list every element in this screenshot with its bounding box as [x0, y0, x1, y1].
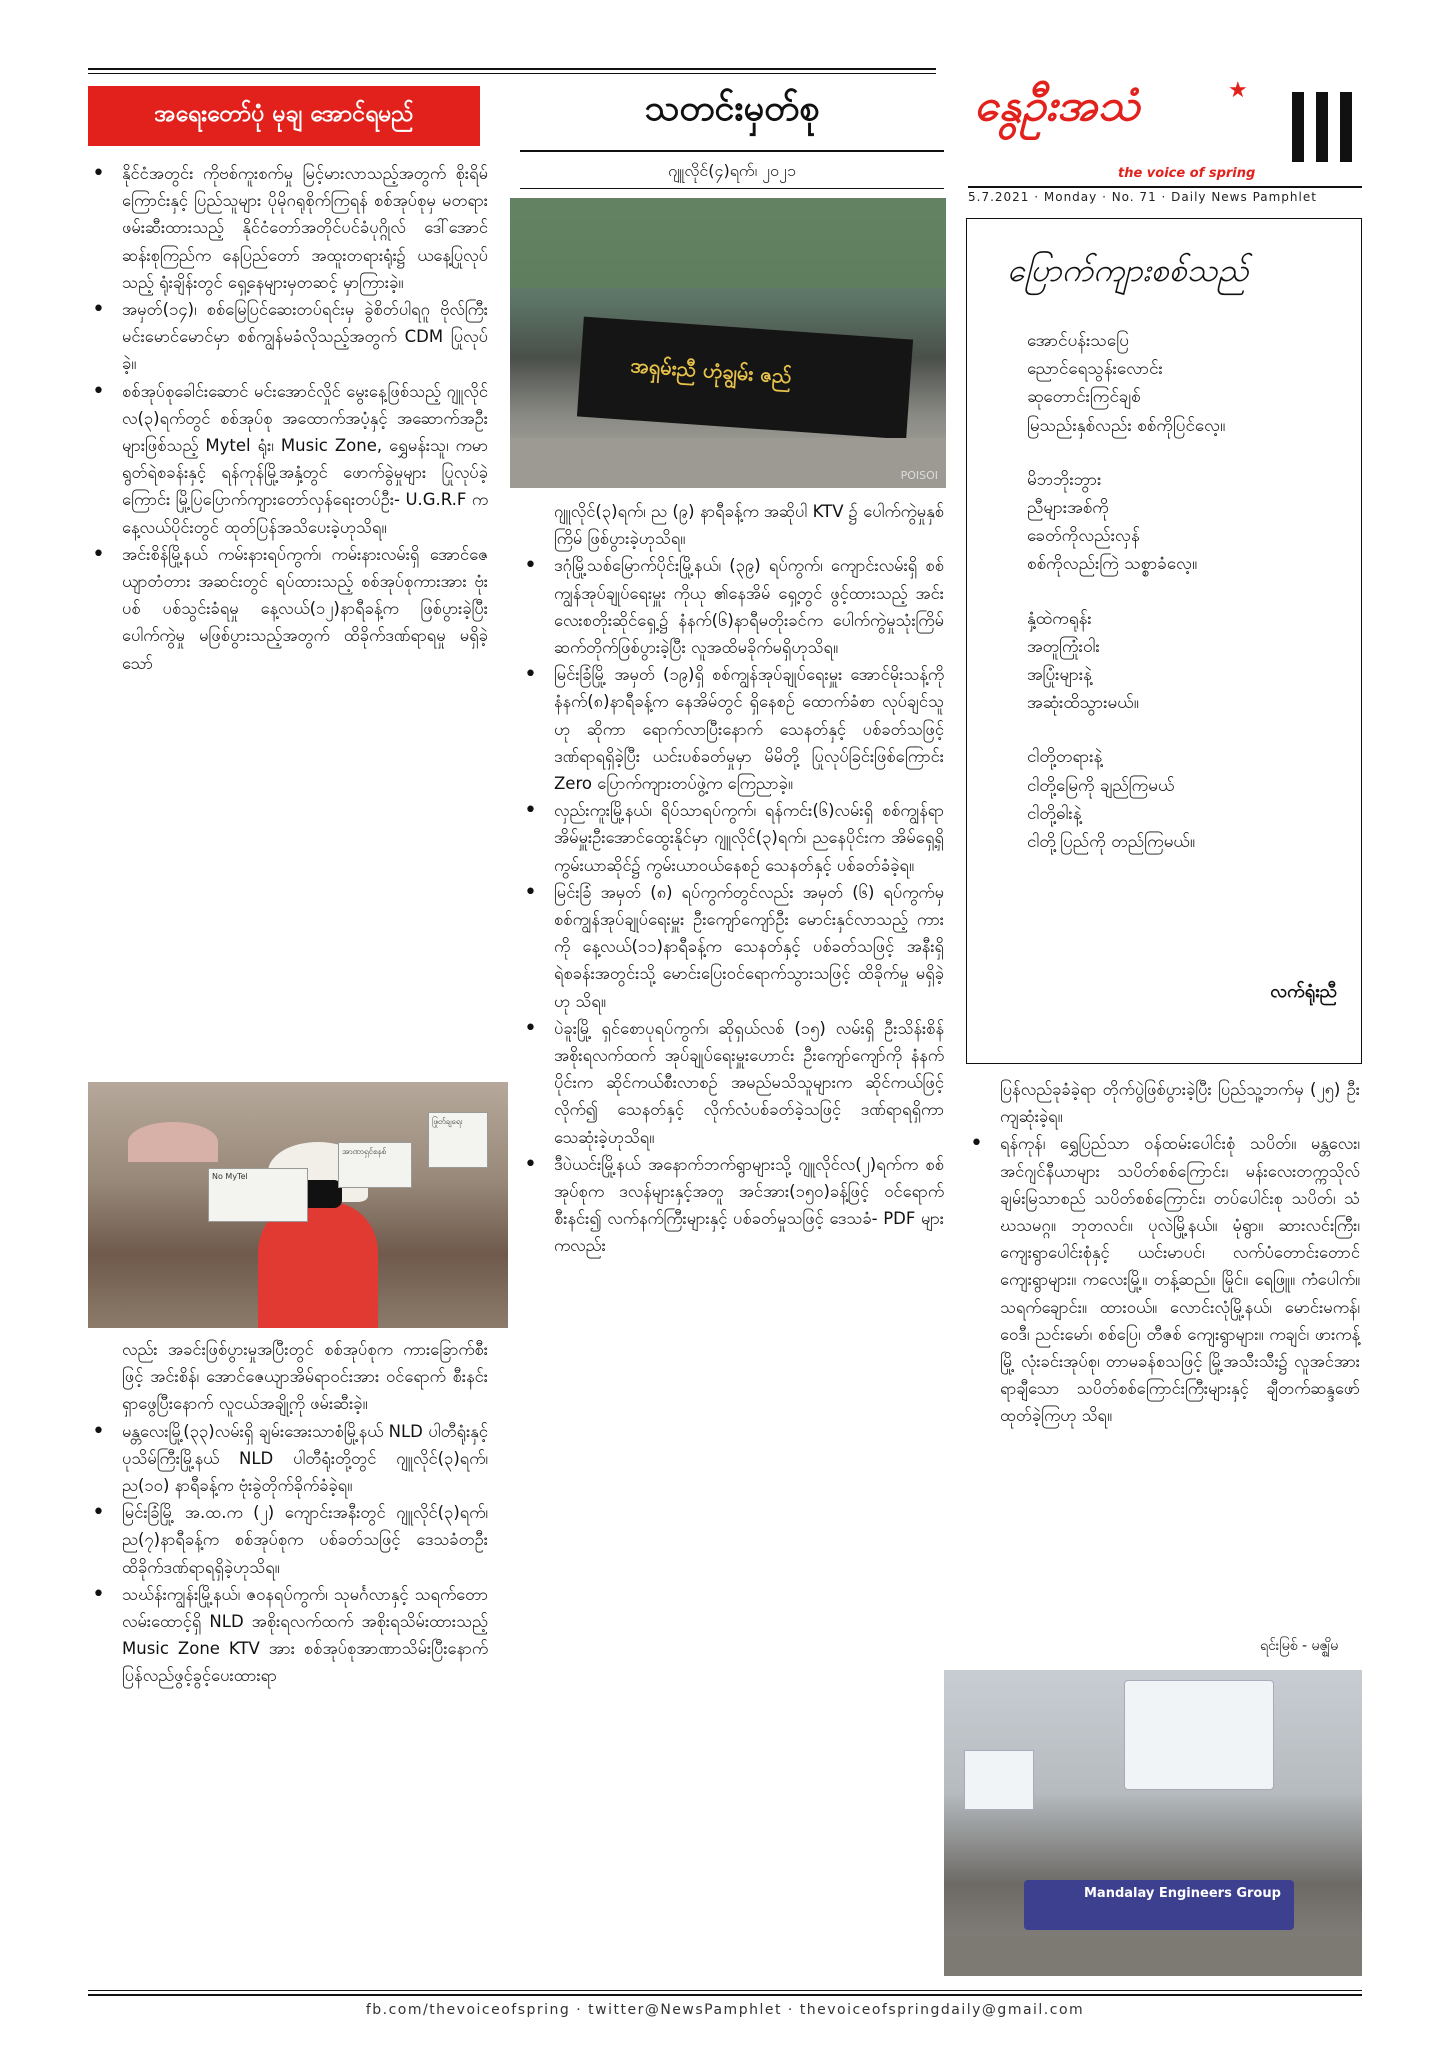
source-credit: ရင်းမြစ် - မဇ္ဈိမ: [1260, 1638, 1339, 1654]
protest-flag: [1124, 1680, 1274, 1790]
news-item: • လှည်းကူးမြို့နယ်၊ ရိပ်သာရပ်ကွက်၊ ရန်ကင်း(၆)လမ်းရှိ စစ်ကျွန်ရာအိမ်မှူးဦးအောင်ထွေးနိုင်မှာ ဂျူလိုင်(၃)ရက်၊ ညနေပိုင်းက အိမ်ရှေ့ရှိ ကွမ်းယာဆိုင်၌ ကွမ်းယာဝယ်နေစဉ် သေနတ်နှင့် ပစ်ခတ်ခံခဲ့ရ။: [520, 797, 944, 879]
news-item-continued: လည်း အခင်းဖြစ်ပွားမှုအပြီးတွင် စစ်အုပ်စုက ကားခြောက်စီးဖြင့် အင်းစိန်၊ အောင်ဇေယျာအိမ်ရာဝင်းအား ဝင်ရောက် စီးနင်းရှာဖွေပြီးနောက် လူငယ်အချို့ကို ဖမ်းဆီးခဲ့။: [122, 1340, 488, 1414]
poem-stanza: ငါတို့တရားနဲ့ ငါတို့မြေကို ချည်ကြမယ် ငါတို့ဓါးနဲ့ ငါတို့ပြည်ကို တည်ကြမယ်။: [1027, 747, 1196, 853]
news-item: • စစ်အုပ်စုခေါင်းဆောင် မင်းအောင်လှိုင် မွေးနေ့ဖြစ်သည့် ဂျူလိုင်လ(၃)ရက်တွင် စစ်အုပ်စု အထောက်အပံ့နှင့် အဆောက်အဦးများဖြစ်သည့် Mytel ရုံး၊ Music Zone, ရွှေမန်းသူ၊ ကမာရွတ်ရဲစခန်းနှင့် ရန်ကုန်မြို့အနှံ့တွင် ဖောက်ခွဲမှုများ ပြုလုပ်ခဲ့ကြောင်း မြို့ပြပြောက်ကျားတော်လှန်ရေးတပ်ဦး- U.G.R.F က နေ့လယ်ပိုင်းတွင် ထုတ်ပြန်အသိပေးခဲ့ဟုသိရ။: [88, 378, 488, 541]
title-rule: [520, 150, 944, 152]
news-item: • အင်းစိန်မြို့နယ် ကမ်းနားရပ်ကွက်၊ ကမ်းနားလမ်းရှိ အောင်ဇေယျာတံတား အဆင်းတွင် ရပ်ထားသည့် စစ်အုပ်စုကားအား ဗုံးပစ် ပစ်သွင်းခံရမှု နေ့လယ်(၁၂)နာရီခန့်က ဖြစ်ပွားခဲ့ပြီး ပေါက်ကွဲမှု မဖြစ်ပွားသည့်အတွက် ထိခိုက်ဒဏ်ရာရမှု မရှိခဲ့သော်: [88, 541, 488, 677]
top-rule: [88, 68, 936, 70]
news-item: • ရန်ကုန်၊ ရွှေပြည်သာ ဝန်ထမ်းပေါင်းစုံ သပိတ်။ မန္တလေး၊ အင်ဂျင်နီယာများ သပိတ်စစ်ကြောင်း၊ မန်းလေးတက္ကသိုလ် ချမ်းမြသာစည် သပိတ်စစ်ကြောင်း၊ တပ်ပေါင်းစု သပိတ်၊ သံဃသမဂ္ဂ။ ဘုတလင်။ ပုလဲမြို့နယ်။ မုံရွာ။ ဆားလင်းကြီး၊ ကျေးရွာပေါင်းစုံနှင့် ယင်းမာပင်၊ လက်ပံတောင်းတောင် ကျေးရွာများ။ ကလေးမြို့။ တန့်ဆည်။ မြိုင်။ ရေဖြူ။ ကံပေါက်။ သရက်ချောင်း။ ထားဝယ်။ လောင်းလုံမြို့နယ်၊ မောင်းမကန်၊ ဝေဒီ၊ ညင်းမော်၊ စစ်ပြေ၊ တီဇစ် ကျေးရွာများ။ ကချင်၊ ဖားကန့် မြို့ လုံးခင်းအုပ်စု၊ တာမခန်စသဖြင့် မြို့အသီးသီး၌ လူအင်အား ရာချီသော သပိတ်စစ်ကြောင်းကြီးများနှင့် ချီတက်ဆန္ဒဖော် ထုတ်ခဲ့ကြဟု သိရ။: [966, 1130, 1360, 1429]
news-notes-title: သတင်းမှတ်စု: [644, 88, 820, 129]
star-icon: ★: [1228, 78, 1248, 103]
poem-stanza: မိဘဘိုးဘွား ညီများအစ်ကို ခေတ်ကိုလည်းလှန် စစ်ကိုလည်းကြဲ သစ္စာခံလေ့။: [1027, 469, 1198, 575]
news-item: • နိုင်ငံအတွင်း ကိုဗစ်ကူးစက်မှု မြင့်မားလာသည့်အတွက် စိုးရိမ်ကြောင်းနှင့် ပြည်သူများ ပိုမိုဂရုစိုက်ကြရန် စစ်အုပ်စုမှ မတရားဖမ်းဆီးထားသည့် နိုင်ငံတော်အတိုင်ပင်ခံပုဂ္ဂိုလ် ဒေါ်အောင်ဆန်းစုကြည်က နေပြည်တော် အထူးတရားရုံး၌ ယနေ့ပြုလုပ်သည့် ရုံးချိန်းတွင် ရှေ့နေများမှတဆင့် မှာကြားခဲ့။: [88, 160, 488, 296]
news-item: • ဒီပဲယင်းမြို့နယ် အနောက်ဘက်ရွာများသို့ ဂျူလိုင်လ(၂)ရက်က စစ်အုပ်စုက ဒလန်များနှင့်အတူ အင်အား(၁၅၀)ခန့်ဖြင့် ဝင်ရောက်စီးနင်း၍ လက်နက်ကြီးများနှင့် ပစ်ခတ်မှုသဖြင့် ဒေသခံ- PDF များကလည်း: [520, 1151, 944, 1260]
poem-body: [1027, 327, 1225, 882]
date-rule: [520, 188, 944, 189]
left-column-header: အရေးတော်ပုံ မုချ အောင်ရမည်: [88, 86, 480, 146]
news-item: • မြင်းခြံမြို့ အ.ထ.က (၂) ကျောင်းအနီးတွင် ဂျူလိုင်(၃)ရက်၊ ည(၇)နာရီခန့်က စစ်အုပ်စုက ပစ်ခတ်သဖြင့် ဒေသခံတဦး ထိခိုက်ဒဏ်ရာရရှိခဲ့ဟုသိရ။: [88, 1499, 488, 1581]
right-column: [966, 1076, 1360, 1430]
poem-title: ပြောက်ကျားစစ်သည်: [1007, 251, 1249, 289]
news-item: • သဃ်န်းကျွန်းမြို့နယ်၊ ဇဝနရပ်ကွက်၊ သုမင်္ဂလာနှင့် သရက်တောလမ်းထောင့်ရှိ NLD အစိုးရလက်ထက် အစိုးရသိမ်းထားသည့် Music Zone KTV အား စစ်အုပ်စုအာဏာသိမ်းပြီးနောက် ပြန်လည်ဖွင့်ခွင့်ပေးထားရာ: [88, 1581, 488, 1690]
protest-sign: No MyTel: [208, 1168, 308, 1222]
middle-column: [520, 498, 944, 1260]
footer-rule-thick: [88, 1994, 1362, 1996]
protest-banner: Mandalay Engineers Group: [1024, 1880, 1294, 1930]
left-column: [88, 160, 488, 677]
protest-flag: [964, 1750, 1034, 1810]
masthead-rule: [968, 186, 1362, 188]
left-column-lower: [88, 1336, 488, 1690]
protest-sign: အာဏာရှင်စနစ်: [338, 1142, 412, 1188]
protest-sign: ဖြုတ်ချရေး: [428, 1112, 488, 1168]
poem-author: လက်ရုံးညီ: [1270, 981, 1337, 1002]
news-item: • အမှတ်(၁၄)၊ စစ်မြေပြင်ဆေးတပ်ရင်းမှ ခွဲစိတ်ပါရဂူ ဗိုလ်ကြီးမင်းမောင်မောင်မှာ စစ်ကျွန်မခံလိုသည့်အတွက် CDM ပြုလုပ်ခဲ့။: [88, 296, 488, 378]
top-rule-thin: [88, 73, 936, 74]
masthead-tagline: the voice of spring: [1118, 166, 1256, 181]
news-item-continued: ဂျူလိုင်(၃)ရက်၊ ည (၉) နာရီခန့်က အဆိုပါ KTV ၌ ပေါက်ကွဲမှုနှစ်ကြိမ် ဖြစ်ပွားခဲ့ဟုသိရ။: [554, 502, 944, 549]
poem-box: [966, 218, 1362, 1064]
protest-photo-left: [88, 1082, 508, 1328]
news-item: • မြင်းခြံမြို့ အမှတ် (၁၉)ရှိ စစ်ကျွန်အုပ်ချုပ်ရေးမှူး အောင်မိုးသန့်ကို နံနက်(၈)နာရီခန့်က နေအိမ်တွင် ရှိနေစဉ် ထောက်ခံစာ လုပ်ချင်သူဟု ဆိုကာ ရောက်လာပြီးနောက် သေနတ်နှင့် ပစ်ခတ်သဖြင့် ဒဏ်ရာရရှိခဲ့ပြီး ယင်းပစ်ခတ်မှုမှာ မိမိတို့ ပြုလုပ်ခြင်းဖြစ်ကြောင်း Zero ပြောက်ကျားတပ်ဖွဲ့က ကြေညာခဲ့။: [520, 661, 944, 797]
masthead-info: 5.7.2021 · Monday · No. 71 · Daily News Pamphlet: [968, 190, 1317, 204]
footer-rule: [88, 1990, 1362, 1991]
three-fingers-icon: [1292, 92, 1352, 162]
protest-banner: အရှမ်းညီ ဟုံချွမ်း ဇည်: [577, 317, 913, 440]
news-item: • မန္တလေးမြို့(၃၃)လမ်းရှိ ချမ်းအေးသာစံမြို့နယ် NLD ပါတီရုံးနှင့် ပုသိမ်ကြီးမြို့နယ် NLD ပါတီရုံးတို့တွင် ဂျူလိုင်(၃)ရက်၊ ည(၁၀) နာရီခန့်က ဗုံးခွဲတိုက်ခိုက်ခံခဲ့ရ။: [88, 1418, 488, 1500]
news-item-continued: ပြန်လည်ခုခံခဲ့ရာ တိုက်ပွဲဖြစ်ပွားခဲ့ပြီး ပြည်သူ့ဘက်မှ (၂၅) ဦးကျဆုံးခဲ့ရ။: [1000, 1080, 1360, 1127]
protest-photo-right: [944, 1670, 1362, 1976]
photo-credit: POISOI: [900, 469, 938, 482]
masthead-logo: နွေဦးအသံ: [974, 80, 1140, 131]
footer-contacts: fb.com/thevoiceofspring · twitter@NewsPamphlet · thevoiceofspringdaily@gmail.com: [365, 2002, 1085, 2018]
news-item: • မြင်းခြံ အမှတ် (၈) ရပ်ကွက်တွင်လည်း အမှတ် (၆) ရပ်ကွက်မှ စစ်ကျွန်အုပ်ချုပ်ရေးမှူး ဦးကျော်ကျော်ဦး မောင်းနှင်လာသည့် ကားကို နေ့လယ်(၁၁)နာရီခန့်က သေနတ်နှင့် ပစ်ခတ်သဖြင့် အနီးရှိ ရဲစခန်းအတွင်းသို့ မောင်းပြေးဝင်ရောက်သွားသဖြင့် ထိခိုက်မှု မရှိခဲ့ဟု သိရ။: [520, 879, 944, 1015]
poem-stanza: နှံ့ထဲကရုန်း အတူကြုံးဝါး အပြုံးများနဲ့ အဆုံးထိသွားမယ်။: [1027, 608, 1139, 714]
poem-stanza: အောင်ပန်းသပြေ ညောင်ရေသွန်းလောင်း ဆုတောင်းကြင်ချစ် မြသည်းနှစ်လည်း စစ်ကိုပြင်လေ့။: [1027, 331, 1226, 436]
news-item: • ဒဂုံမြို့သစ်မြောက်ပိုင်းမြို့နယ်၊ (၃၉) ရပ်ကွက်၊ ကျောင်းလမ်းရှိ စစ်ကျွန်အုပ်ချုပ်ရေးမှူး ကိုယု ၏နေအိမ် ရှေ့တွင် ဖွင့်ထားသည့် အင်းလေးစတိုးဆိုင်ရှေ့၌ နံနက်(၆)နာရီမတိုးခင်က ပေါက်ကွဲမှုသုံးကြိမ် ဆက်တိုက်ဖြစ်ပွားခဲ့ပြီး လူအထိမခိုက်မရှိဟုသိရ။: [520, 552, 944, 661]
news-date: ဂျူလိုင်(၄)ရက်၊ ၂၀၂၁: [668, 161, 796, 180]
protest-photo-middle: [510, 198, 946, 488]
news-item: • ပဲခူးမြို့ ရှင်စောပုရပ်ကွက်၊ ဆိုရှယ်လစ် (၁၅) လမ်းရှိ ဦးသိန်းစိန်အစိုးရလက်ထက် အုပ်ချုပ်ရေးမှူးဟောင်း ဦးကျော်ကျော်ကို နံနက်ပိုင်းက ဆိုင်ကယ်စီးလာစဉ် အမည်မသိသူများက ဆိုင်ကယ်ဖြင့် လိုက်၍ သေနတ်နှင့် လိုက်လံပစ်ခတ်ခဲ့သဖြင့် ဒဏ်ရာရရှိကာ သေဆုံးခဲ့ဟုသိရ။: [520, 1015, 944, 1151]
